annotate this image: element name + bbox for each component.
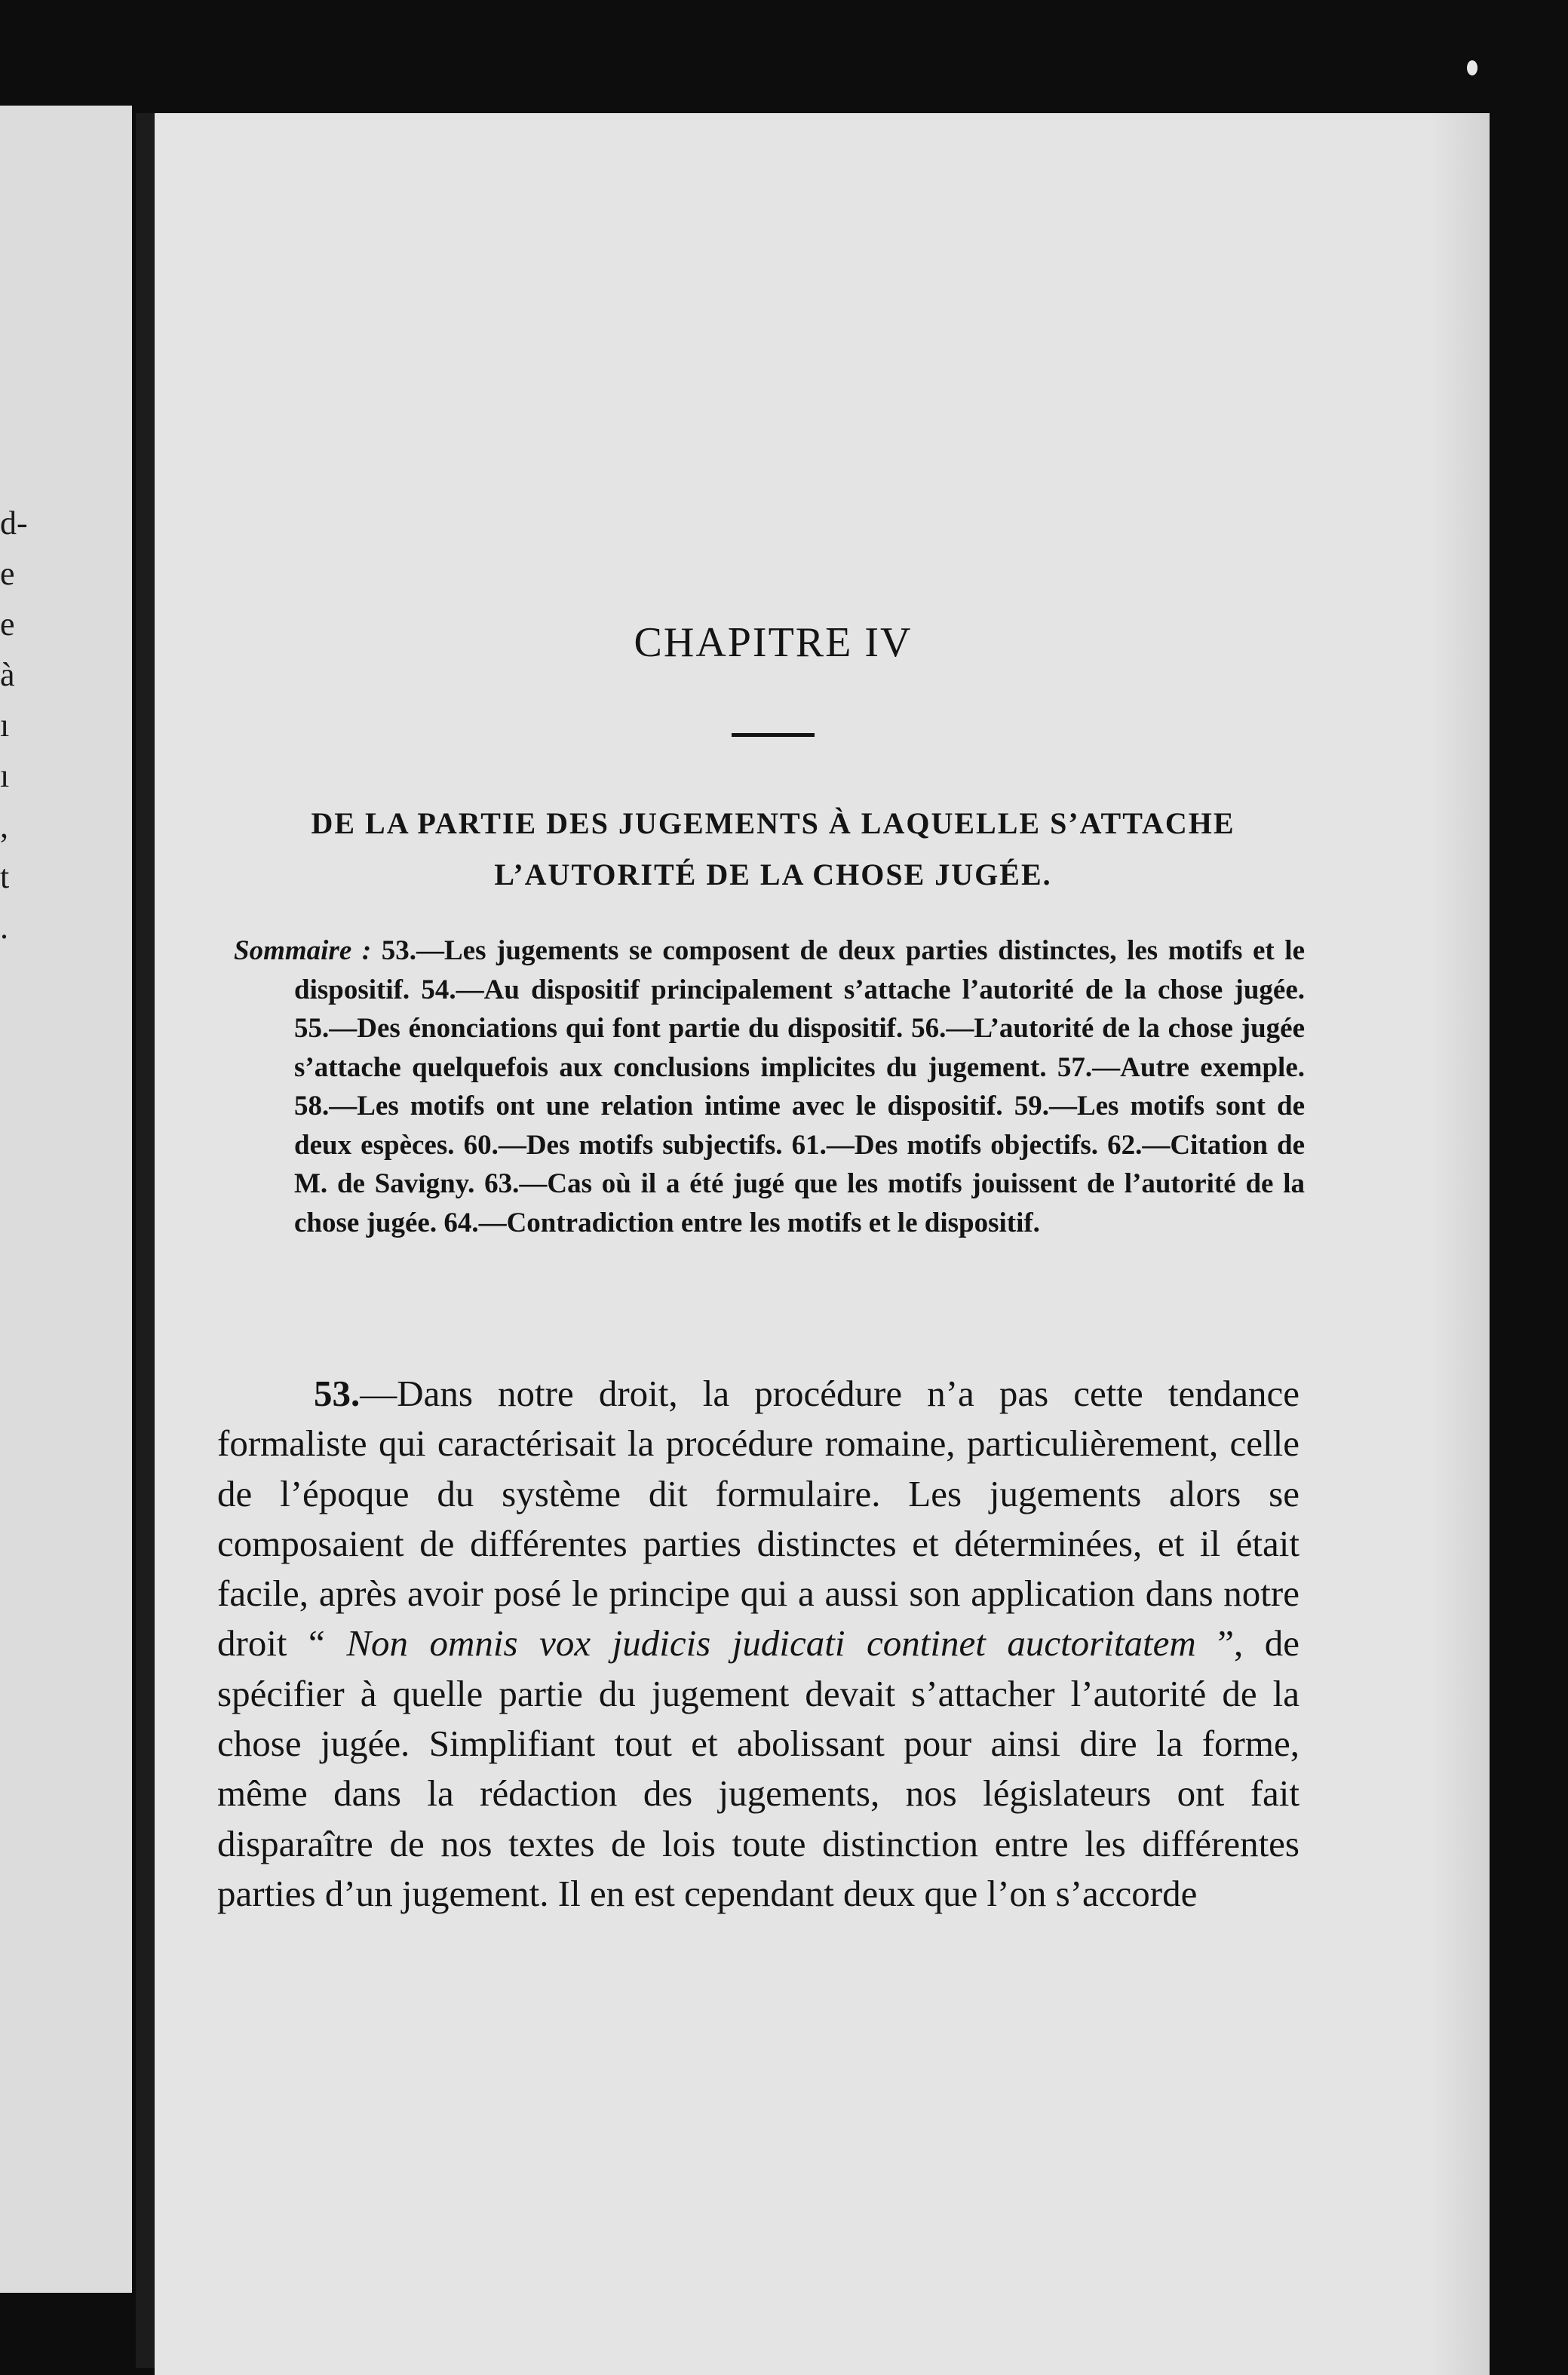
left-fragment: e [0, 555, 15, 592]
left-fragment: e [0, 606, 15, 643]
left-page-text-fragments [0, 498, 45, 953]
left-facing-page [0, 106, 132, 2293]
title-rule [732, 733, 815, 737]
paragraph-text-start: —Dans notre droit, la procédure n’a pas cette tendance formaliste qui caractérisait la procédure romaine, particulièrement, celle de l’époque du système dit formulaire. Les jugements alors se composaient de différentes parties distinctes et déterminées, et il était facile, après avoir posé le principe qui a aussi son application dans notre droit “ [217, 1373, 1300, 1665]
chapter-heading [226, 798, 1320, 901]
book-gutter [136, 113, 157, 2368]
summary-label: Sommaire : [234, 935, 372, 966]
left-fragment: d- [0, 505, 28, 542]
summary-text: 53.—Les jugements se composent de deux parties distinctes, les motifs et le dispositif. 54.—Au dispositif principalement s’attache l’autorité de la chose jugée. 55.—Des énonciations qui font partie du dispositif. 56.—L’autorité de la chose jugée s’attache quelquefois aux conclusions implicites du jugement. 57.—Autre exemple. 58.—Les motifs ont une relation intime avec le dispositif. 59.—Les motifs sont de deux espèces. 60.—Des motifs subjectifs. 61.—Des motifs objectifs. 62.—Citation de M. de Savigny. 63.—Cas où il a été jugé que les motifs jouissent de l’autorité de la chose jugée. 64.—Contradiction entre les motifs et le dispositif. [294, 935, 1305, 1238]
page-edge-shadow [1429, 113, 1490, 2375]
paragraph-number: 53. [314, 1373, 361, 1414]
latin-quotation: Non omnis vox judicis judicati continet auctoritatem [346, 1622, 1196, 1665]
left-fragment: , [0, 808, 8, 845]
chapter-heading-line-1: DE LA PARTIE DES JUGEMENTS À LAQUELLE S’ATTACHE [311, 806, 1235, 840]
left-fragment: ı [0, 757, 10, 794]
body-paragraph [217, 1369, 1300, 1919]
chapter-title: CHAPITRE IV [634, 619, 913, 666]
left-fragment: à [0, 656, 15, 693]
left-fragment: ı [0, 707, 10, 744]
scan-speck [1467, 60, 1477, 75]
left-fragment: . [0, 909, 8, 946]
left-fragment: t [0, 858, 10, 895]
paragraph-text-end: ”, de spécifier à quelle partie du jugement devait s’attacher l’autorité de la chose jugée. Simplifiant tout et abolissant pour ainsi dire la forme, même dans la rédaction des jugements, nos législateurs ont fait disparaître de nos textes de lois toute distinction entre les différentes parties d’un jugement. Il en est cependant deux que l’on s’accorde [217, 1622, 1300, 1914]
chapter-heading-line-2: L’AUTORITÉ DE LA CHOSE JUGÉE. [494, 858, 1052, 891]
chapter-summary [234, 931, 1305, 1242]
scanned-page [155, 113, 1490, 2375]
